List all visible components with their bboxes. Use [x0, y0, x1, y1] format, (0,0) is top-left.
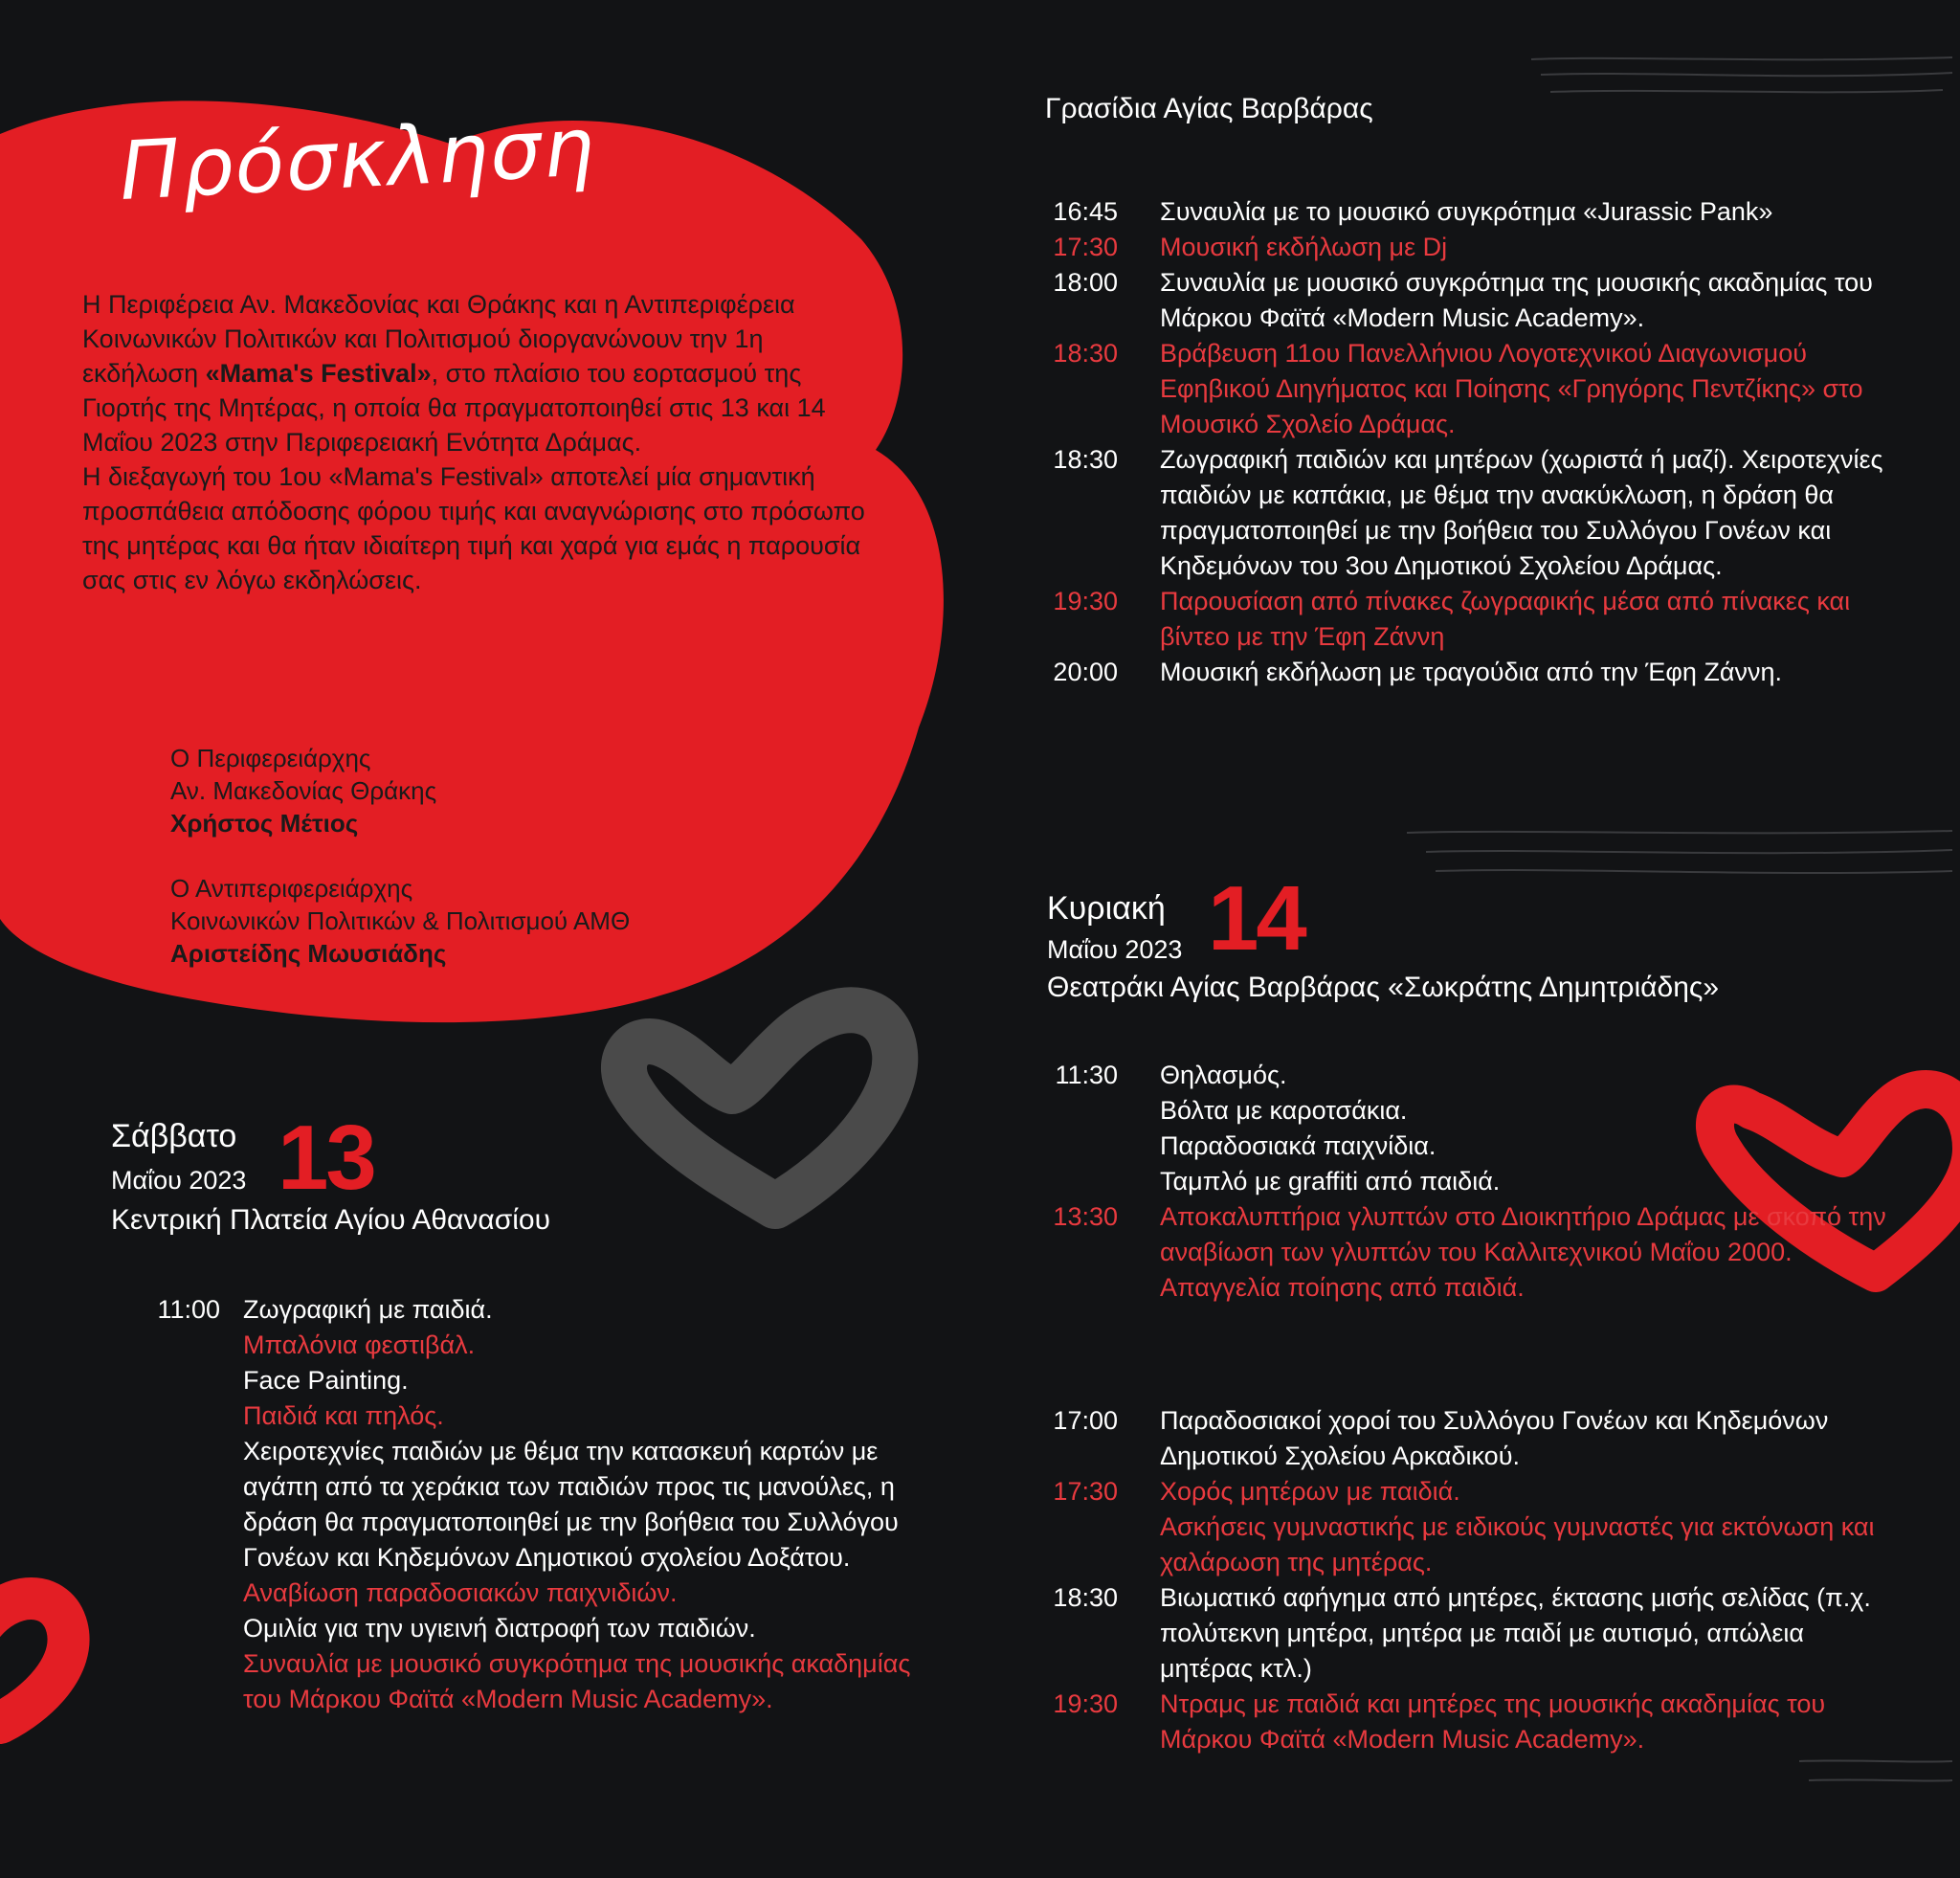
- sunday-venue: Θεατράκι Αγίας Βαρβάρας «Σωκράτης Δημητριάδης»: [1047, 972, 1720, 1003]
- schedule-time: 17:00: [1053, 1406, 1118, 1435]
- signature-governor: [170, 742, 436, 839]
- schedule-time: 19:30: [1053, 1689, 1118, 1718]
- schedule-row: [1005, 655, 1895, 690]
- schedule-time: 20:00: [1053, 658, 1118, 686]
- signature-vice-governor: [170, 872, 630, 970]
- schedule-time: 18:30: [1053, 339, 1118, 368]
- intro-text-1: Η Περιφέρεια Αν. Μακεδονίας και Θράκης και η Αντιπεριφέρεια Κοινωνικών Πολιτικών και Πολιτισμού διοργανώνουν την 1η εκδήλωση: [82, 290, 795, 388]
- schedule-row: [1005, 1199, 1895, 1306]
- schedule-row: [1005, 1058, 1895, 1199]
- saturday-evening-venue: Γρασίδια Αγίας Βαρβάρας: [1045, 93, 1373, 124]
- schedule-time: 13:30: [1053, 1202, 1118, 1231]
- schedule-row: [1005, 584, 1895, 655]
- schedule-description: [1160, 442, 1895, 584]
- schedule-row: [1005, 1403, 1895, 1474]
- schedule-description: [1160, 1199, 1895, 1306]
- intro-paragraph-2: Η διεξαγωγή του 1ου «Mama's Festival» αποτελεί μία σημαντική προσπάθεια απόδοσης φόρου τιμής και αναγνώρισης στο πρόσωπο της μητέρας και θα ήταν ιδιαίτερη τιμή και χαρά για εμάς η παρουσία σας στις εν λόγω εκδηλώσεις.: [82, 462, 865, 594]
- schedule-text: Μουσική εκδήλωση με Dj: [1160, 233, 1448, 261]
- schedule-description: [1160, 1580, 1895, 1687]
- schedule-row: [1005, 336, 1895, 442]
- schedule-time: 11:00: [157, 1295, 220, 1324]
- schedule-text: Παρουσίαση από πίνακες ζωγραφικής μέσα από πίνακες και βίντεο με την Έφη Ζάννη: [1160, 587, 1851, 651]
- sig2-role2: Κοινωνικών Πολιτικών & Πολιτισμού ΑΜΘ: [170, 906, 631, 935]
- sig1-role1: Ο Περιφερειάρχης: [170, 744, 371, 772]
- saturday-evening-schedule: [1005, 194, 1895, 690]
- schedule-time: 11:30: [1055, 1061, 1118, 1089]
- sunday-afternoon-schedule: [1005, 1403, 1895, 1757]
- schedule-row: [1005, 230, 1895, 265]
- schedule-description: [1160, 265, 1895, 336]
- schedule-row: [1005, 194, 1895, 230]
- schedule-text: Μουσική εκδήλωση με τραγούδια από την Έφη Ζάννη.: [1160, 658, 1782, 686]
- schedule-description: [1160, 655, 1895, 690]
- schedule-time: 19:30: [1053, 587, 1118, 615]
- schedule-items: [243, 1292, 928, 1717]
- saturday-item: Μπαλόνια φεστιβάλ.: [243, 1330, 476, 1359]
- sig2-role1: Ο Αντιπεριφερειάρχης: [170, 874, 413, 903]
- schedule-time: 18:00: [1053, 268, 1118, 297]
- sig1-name: Χρήστος Μέτιος: [170, 809, 359, 838]
- schedule-text: Θηλασμός.: [1160, 1061, 1287, 1089]
- schedule-time: 18:30: [1053, 1583, 1118, 1612]
- sig1-role2: Αν. Μακεδονίας Θράκης: [170, 776, 437, 805]
- schedule-text: Ζωγραφική παιδιών και μητέρων (χωριστά ή μαζί). Χειροτεχνίες παιδιών με καπάκια, με θέμα την ανακύκλωση, η δράση θα πραγματοποιηθεί με την βοήθεια του Συλλόγου Γονέων και Κηδεμόνων του 3ου Δημοτικού Σχολείου Δράμας.: [1160, 445, 1883, 580]
- intro-text-2: , στο πλαίσιο του εορτασμού της Γιορτής της Μητέρας, η οποία θα πραγματοποιηθεί στις 13 και 14 Μαΐου 2023 στην Περιφερειακή Ενότητα Δράμας.: [82, 359, 826, 457]
- schedule-description: [1160, 1058, 1895, 1199]
- schedule-time: 17:30: [1053, 233, 1118, 261]
- saturday-item: Ζωγραφική με παιδιά.: [243, 1295, 493, 1324]
- schedule-text: Συναυλία με το μουσικό συγκρότημα «Jurassic Pank»: [1160, 197, 1773, 226]
- saturday-item: Χειροτεχνίες παιδιών με θέμα την κατασκευή καρτών με αγάπη από τα χεράκια των παιδιών προς τις μανούλες, η δράση θα πραγματοποιηθεί με την βοήθεια του Συλλόγου Γονέων και Κηδεμόνων Δημοτικού σχολείου Δοξάτου.: [243, 1437, 899, 1572]
- saturday-morning-schedule: [105, 1292, 928, 1717]
- saturday-item: Αναβίωση παραδοσιακών παιχνιδιών.: [243, 1578, 678, 1607]
- schedule-description: [1160, 230, 1895, 265]
- sunday-morning-schedule: [1005, 1058, 1895, 1306]
- schedule-description: [1160, 584, 1895, 655]
- schedule-time: 16:45: [1053, 197, 1118, 226]
- saturday-item: Face Painting.: [243, 1366, 409, 1395]
- schedule-text: Απαγγελία ποίησης από παιδιά.: [1160, 1273, 1525, 1302]
- saturday-venue: Κεντρική Πλατεία Αγίου Αθανασίου: [111, 1204, 551, 1236]
- schedule-description: [1160, 336, 1895, 442]
- schedule-description: [1160, 1474, 1895, 1580]
- sig2-name: Αριστείδης Μωυσιάδης: [170, 939, 447, 968]
- saturday-item: Παιδιά και πηλός.: [243, 1401, 444, 1430]
- invitation-text: [82, 287, 867, 597]
- invitation-title: Πρόσκληση: [117, 100, 598, 218]
- saturday-item: Συναυλία με μουσικό συγκρότημα της μουσικής ακαδημίας του Μάρκου Φαϊτά «Modern Music Academy».: [243, 1649, 911, 1713]
- schedule-row: [1005, 1580, 1895, 1687]
- schedule-text: Βράβευση 11ου Πανελλήνιου Λογοτεχνικού Διαγωνισμού Εφηβικού Διηγήματος και Ποίησης «Γρηγόρης Πεντζίκης» στο Μουσικό Σχολείο Δράμας.: [1160, 339, 1863, 438]
- sunday-day-number: 14: [1208, 867, 1304, 970]
- schedule-text: Χορός μητέρων με παιδιά.: [1160, 1477, 1460, 1506]
- schedule-text: Βόλτα με καροτσάκια.: [1160, 1096, 1408, 1125]
- schedule-text: Ασκήσεις γυμναστικής με ειδικούς γυμναστές για εκτόνωση και χαλάρωση της μητέρας.: [1160, 1512, 1875, 1576]
- intro-paragraph-1: [82, 287, 867, 459]
- schedule-description: [1160, 1687, 1895, 1757]
- schedule-row: [1005, 265, 1895, 336]
- saturday-day-number: 13: [278, 1107, 374, 1209]
- sunday-month-year: Μαΐου 2023: [1047, 935, 1183, 964]
- saturday-item: Ομιλία για την υγιεινή διατροφή των παιδιών.: [243, 1614, 756, 1643]
- schedule-text: Παραδοσιακά παιχνίδια.: [1160, 1131, 1437, 1160]
- saturday-day-name: Σάββατο: [111, 1118, 237, 1154]
- schedule-text: Ταμπλό με graffiti από παιδιά.: [1160, 1167, 1501, 1196]
- schedule-text: Αποκαλυπτήρια γλυπτών στο Διοικητήριο Δράμας με σκοπό την αναβίωση των γλυπτών του Καλλιτεχνικού Μαΐου 2000.: [1160, 1202, 1886, 1266]
- schedule-row: [1005, 442, 1895, 584]
- schedule-row: [1005, 1474, 1895, 1580]
- schedule-row: [1005, 1687, 1895, 1757]
- schedule-description: [1160, 1403, 1895, 1474]
- schedule-description: [1160, 194, 1895, 230]
- schedule-time: 18:30: [1053, 445, 1118, 474]
- schedule-text: Βιωματικό αφήγημα από μητέρες, έκτασης μισής σελίδας (π.χ. πολύτεκνη μητέρα, μητέρα με παιδί με αυτισμό, απώλεια μητέρας κτλ.): [1160, 1583, 1871, 1683]
- red-heart-left-icon: [0, 1599, 69, 1723]
- schedule-text: Συναυλία με μουσικό συγκρότημα της μουσικής ακαδημίας του Μάρκου Φαϊτά «Modern Music Academy».: [1160, 268, 1873, 332]
- schedule-row: [105, 1292, 928, 1717]
- schedule-text: Παραδοσιακοί χοροί του Συλλόγου Γονέων και Κηδεμόνων Δημοτικού Σχολείου Αρκαδικού.: [1160, 1406, 1829, 1470]
- grey-heart-icon: [624, 1010, 895, 1206]
- sunday-day-name: Κυριακή: [1047, 890, 1166, 927]
- schedule-text: Ντραμς με παιδιά και μητέρες της μουσικής ακαδημίας του Μάρκου Φαϊτά «Modern Music Academy».: [1160, 1689, 1826, 1754]
- festival-name: «Mama's Festival»: [205, 359, 432, 388]
- saturday-month-year: Μαΐου 2023: [111, 1166, 247, 1195]
- schedule-time: 17:30: [1053, 1477, 1118, 1506]
